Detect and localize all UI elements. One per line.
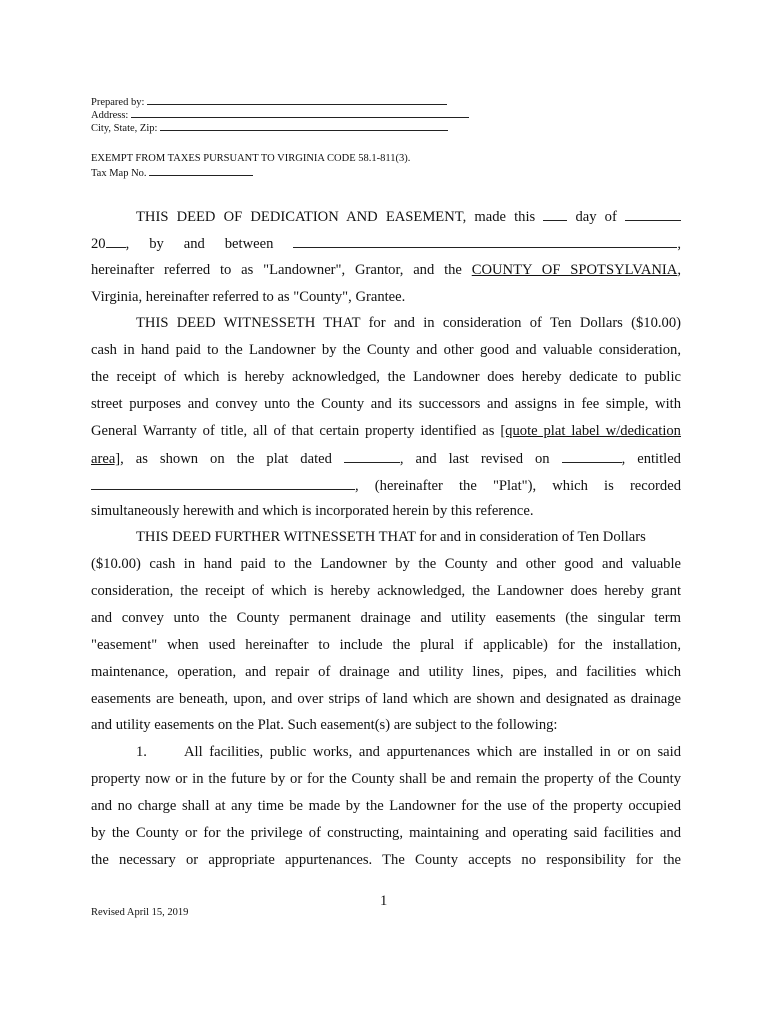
deed-line: and convey unto the County permanent drainage and utility easements (the singular term <box>91 610 681 626</box>
deed-line: cash in hand paid to the Landowner by the County and other good and valuable consideration, <box>91 342 681 358</box>
county-name: COUNTY OF SPOTSYLVANIA <box>471 262 678 278</box>
year-blank[interactable] <box>106 234 126 248</box>
plat-date-blank[interactable] <box>344 449 400 463</box>
witnesseth-text: THIS DEED WITNESSETH THAT for and in consideration of Ten Dollars ($10.00) <box>136 315 681 331</box>
revised-date-blank[interactable] <box>562 449 622 463</box>
day-of-text: day of <box>575 209 617 225</box>
tax-map-line <box>91 165 253 180</box>
comma-text: , <box>677 236 681 252</box>
plat-title-blank[interactable] <box>91 476 355 490</box>
deed-line <box>91 476 681 495</box>
plat-dated-text: , as shown on the plat dated <box>120 451 332 467</box>
deed-line: street purposes and convey unto the County and its successors and assigns in fee simple, with <box>91 396 681 412</box>
deed-line: property now or in the future by or for the County shall be and remain the property of the County <box>91 771 681 787</box>
deed-line: ($10.00) cash in hand paid to the Landowner by the County and other good and valuable <box>91 556 681 572</box>
month-blank[interactable] <box>625 207 681 221</box>
city-state-zip-blank[interactable] <box>160 120 448 131</box>
item1-text: All facilities, public works, and appurtenances which are installed in or on said <box>184 744 681 760</box>
page-number: 1 <box>380 893 388 909</box>
by-and-between-text: , by and between <box>125 236 274 252</box>
prepared-by-label: Prepared by: <box>91 97 145 108</box>
prepared-by-blank[interactable] <box>147 94 447 105</box>
plat-label-placeholder: [quote plat label w/dedication <box>500 423 681 439</box>
city-state-zip-label: City, State, Zip: <box>91 123 158 134</box>
deed-line <box>91 449 681 468</box>
deed-line: easements are beneath, upon, and over strips of land which are shown and designated as drainage <box>91 691 681 707</box>
deed-line: the necessary or appropriate appurtenances. The County accepts no responsibility for the <box>91 852 681 868</box>
day-blank[interactable] <box>543 207 567 221</box>
deed-line: consideration, the receipt of which is hereby acknowledged, the Landowner does hereby grant <box>91 583 681 599</box>
year-prefix: 20 <box>91 236 106 252</box>
deed-line <box>91 743 681 761</box>
deed-line: maintenance, operation, and repair of drainage and utility lines, pipes, and facilities which <box>91 664 681 680</box>
further-witnesseth-text: THIS DEED FURTHER WITNESSETH THAT for and in consideration of Ten Dollars <box>136 529 646 545</box>
deed-line <box>91 261 681 279</box>
deed-line <box>91 234 681 253</box>
deed-line: the receipt of which is hereby acknowledged, the Landowner does hereby dedicate to public <box>91 369 681 385</box>
entitled-text: , entitled <box>621 451 681 467</box>
plat-label-placeholder-end: area] <box>91 451 121 467</box>
deed-line: Virginia, hereinafter referred to as "County", Grantee. <box>91 289 406 305</box>
revised-on-text: , and last revised on <box>399 451 550 467</box>
comma-text: , <box>677 262 681 278</box>
deed-title-text: THIS DEED OF DEDICATION AND EASEMENT, made this <box>136 209 536 225</box>
deed-line <box>91 422 681 440</box>
tax-map-blank[interactable] <box>149 165 253 176</box>
item-number: 1. <box>136 744 147 760</box>
deed-line <box>91 528 681 546</box>
deed-line: and no charge shall at any time be made by the Landowner for the use of the property occupied <box>91 798 681 814</box>
address-label: Address: <box>91 110 129 121</box>
warranty-text: General Warranty of title, all of that certain property identified as <box>91 423 495 439</box>
landowner-ref-text: hereinafter referred to as "Landowner", Grantor, and the <box>91 262 462 278</box>
deed-line <box>91 207 681 226</box>
deed-line: and utility easements on the Plat. Such easement(s) are subject to the following: <box>91 717 558 733</box>
deed-line <box>91 314 681 332</box>
deed-line: by the County or for the privilege of constructing, maintaining and operating said facilities and <box>91 825 681 841</box>
plat-recorded-text: , (hereinafter the "Plat"), which is recorded <box>355 478 681 494</box>
tax-exempt-notice: EXEMPT FROM TAXES PURSUANT TO VIRGINIA CODE 58.1-811(3). <box>91 153 411 164</box>
address-blank[interactable] <box>131 107 469 118</box>
deed-line: simultaneously herewith and which is incorporated herein by this reference. <box>91 503 534 519</box>
tax-map-label: Tax Map No. <box>91 168 147 179</box>
revision-footer: Revised April 15, 2019 <box>91 907 189 918</box>
landowner-blank[interactable] <box>293 234 677 248</box>
deed-line: "easement" when used hereinafter to include the plural if applicable) for the installation, <box>91 637 681 653</box>
city-state-zip-line <box>91 120 448 135</box>
